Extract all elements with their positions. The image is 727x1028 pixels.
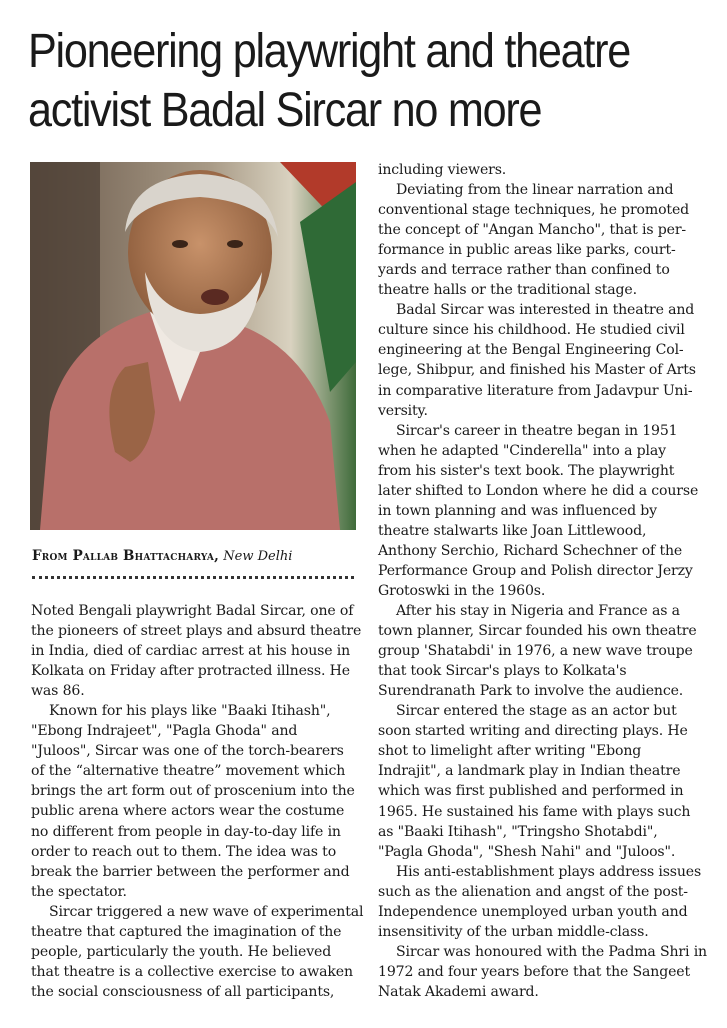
article-column-2	[378, 160, 708, 1002]
text-line: Natak Akademi award.	[378, 983, 539, 1000]
text-line: the pioneers of street plays and absurd theatre	[31, 623, 362, 640]
text-line: the social consciousness of all participants,	[31, 983, 335, 1000]
byline	[32, 548, 362, 564]
text-line: such as the alienation and angst of the post-	[378, 883, 688, 900]
text-line: no different from people in day-to-day life in	[31, 823, 341, 840]
text-line: that theatre is a collective exercise to awaken	[31, 963, 353, 980]
text-line: as "Baaki Itihash", "Tringsho Shotabdi",	[378, 823, 658, 840]
text-line: the spectator.	[31, 883, 127, 900]
text-line: Grotoswki in the 1960s.	[378, 582, 546, 599]
text-line: group 'Shatabdi' in 1976, a new wave troupe	[378, 643, 693, 660]
text-line: 1972 and four years before that the Sangeet	[378, 963, 691, 980]
text-line: conventional stage techniques, he promoted	[378, 202, 690, 219]
text-line: in town planning and was influenced by	[378, 502, 657, 519]
headline-line-2: activist Badal Sircar no more	[28, 84, 542, 137]
text-line: Badal Sircar was interested in theatre and	[396, 302, 695, 319]
text-line: Sircar's career in theatre began in 1951	[396, 422, 678, 439]
text-line: 1965. He sustained his fame with plays such	[378, 803, 691, 820]
text-line: the concept of "Angan Mancho", that is per-	[378, 222, 687, 239]
text-line: His anti-establishment plays address issues	[396, 863, 702, 880]
text-line: yards and terrace rather than confined to	[378, 262, 670, 279]
dotted-divider	[32, 576, 354, 579]
text-line: order to reach out to them. The idea was to	[31, 843, 337, 860]
text-line: that took Sircar's plays to Kolkata's	[378, 663, 627, 680]
article-column-1	[31, 601, 364, 1002]
text-line: Noted Bengali playwright Badal Sircar, one of	[31, 603, 354, 619]
text-line: theatre stalwarts like Joan Littlewood,	[378, 522, 647, 539]
text-line: people, particularly the youth. He believed	[31, 943, 332, 960]
text-line: "Juloos", Sircar was one of the torch-bearers	[31, 743, 344, 760]
text-line: in comparative literature from Jadavpur Uni-	[378, 382, 693, 399]
text-line: soon started writing and directing plays. He	[378, 723, 688, 740]
text-line: Deviating from the linear narration and	[396, 182, 674, 199]
text-line: lege, Shibpur, and finished his Master of Arts	[378, 362, 696, 379]
text-line: "Pagla Ghoda", "Shesh Nahi" and "Juloos".	[378, 843, 676, 860]
text-line: theatre halls or the traditional stage.	[378, 282, 637, 299]
text-line: Performance Group and Polish director Jerzy	[378, 562, 693, 579]
text-line: culture since his childhood. He studied civil	[378, 322, 685, 339]
text-line: Surendranath Park to involve the audience.	[378, 683, 684, 700]
text-line: from his sister's text book. The playwright	[378, 462, 675, 479]
text-line: After his stay in Nigeria and France as a	[396, 603, 680, 620]
text-line: break the barrier between the performer and	[31, 863, 350, 880]
text-line: Sircar triggered a new wave of experimental	[49, 903, 364, 920]
text-line: Kolkata on Friday after protracted illness. He	[31, 663, 350, 680]
text-line: town planner, Sircar founded his own theatre	[378, 623, 697, 640]
text-line: engineering at the Bengal Engineering Col-	[378, 342, 684, 359]
text-line: versity.	[378, 402, 428, 419]
portrait-illustration	[30, 162, 356, 530]
text-line: Known for his plays like "Baaki Itihash",	[49, 703, 331, 720]
text-line: Indrajit", a landmark play in Indian theatre	[378, 763, 681, 780]
text-line: was 86.	[31, 683, 85, 700]
text-line: of the “alternative theatre” movement which	[31, 763, 346, 780]
text-line: public arena where actors wear the costume	[31, 803, 345, 820]
text-line: Independence unemployed urban youth and	[378, 903, 688, 920]
text-line: later shifted to London where he did a course	[378, 482, 699, 499]
text-line: insensitivity of the urban middle-class.	[378, 923, 649, 940]
text-line: shot to limelight after writing "Ebong	[378, 743, 642, 760]
text-line: formance in public areas like parks, court-	[378, 242, 676, 259]
byline-author: From Pallab Bhattacharya,	[32, 548, 219, 564]
text-line: in India, died of cardiac arrest at his house in	[31, 643, 351, 660]
text-line: theatre that captured the imagination of the	[31, 923, 342, 940]
text-line: including viewers.	[378, 162, 507, 178]
byline-location: New Delhi	[223, 549, 293, 564]
text-line: when he adapted "Cinderella" into a play	[378, 442, 666, 459]
text-line: Sircar entered the stage as an actor but	[396, 703, 677, 720]
headline	[28, 22, 649, 140]
text-line: brings the art form out of proscenium into the	[31, 783, 355, 800]
text-line: Anthony Serchio, Richard Schechner of the	[378, 542, 683, 559]
headline-line-1: Pioneering playwright and theatre	[28, 25, 631, 78]
text-line: Sircar was honoured with the Padma Shri in	[396, 943, 707, 960]
text-line: which was first published and performed in	[378, 783, 684, 800]
text-line: "Ebong Indrajeet", "Pagla Ghoda" and	[31, 723, 298, 740]
article-photo	[30, 162, 356, 530]
